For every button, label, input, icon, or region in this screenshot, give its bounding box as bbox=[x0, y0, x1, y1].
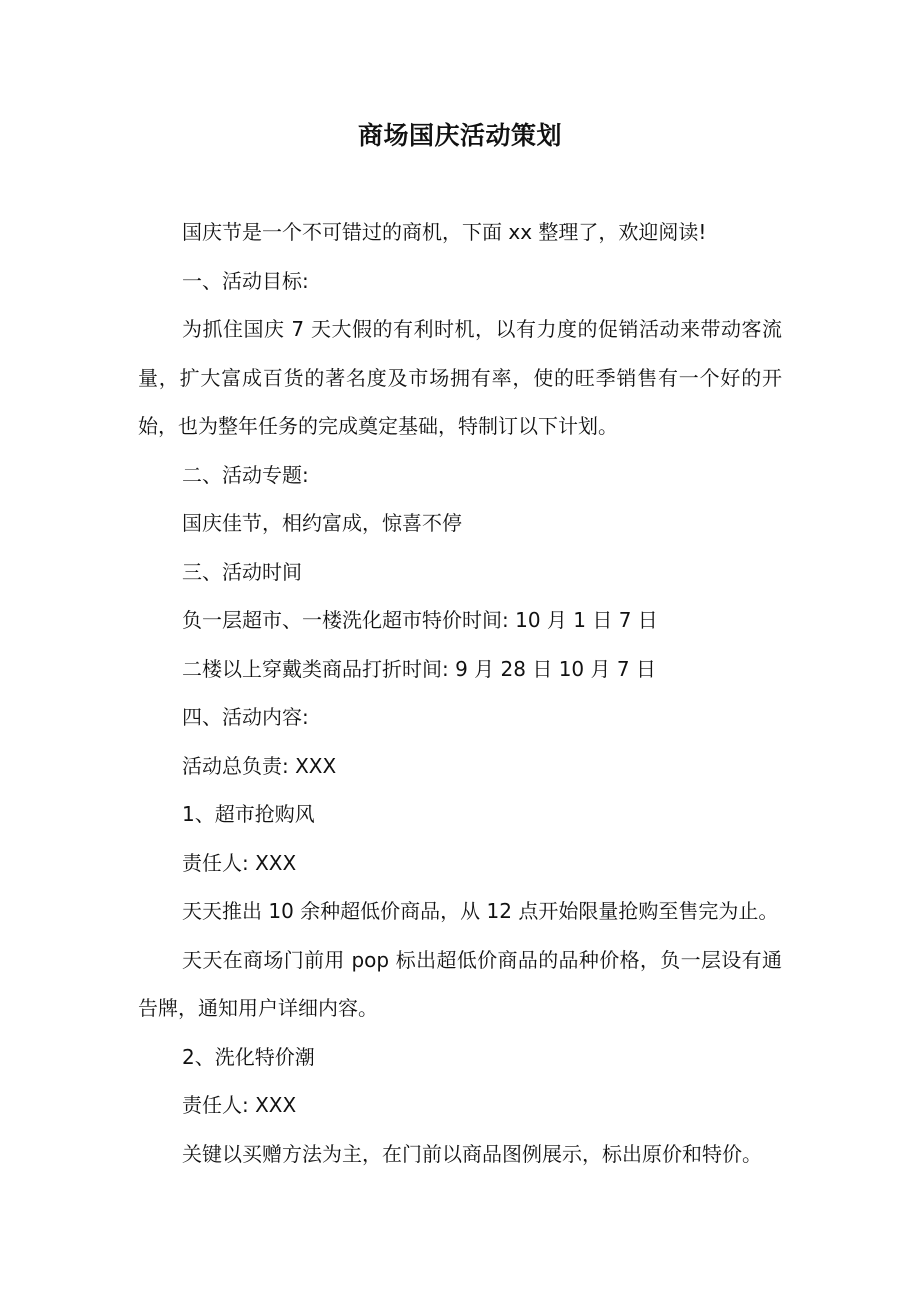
paragraph-daily-deals: 天天推出 10 余种超低价商品，从 12 点开始限量抢购至售完为止。 bbox=[182, 899, 779, 923]
paragraph-pop-notice: 天天在商场门前用 pop 标出超低价商品的品种价格，负一层设有通告牌，通知用户详细内容。 bbox=[138, 947, 782, 1020]
heading-activity-theme: 二、活动专题: bbox=[182, 462, 309, 487]
paragraph-gift-method: 关键以买赠方法为主，在门前以商品图例展示，标出原价和特价。 bbox=[182, 1141, 762, 1166]
document-body bbox=[138, 208, 782, 1178]
paragraph-overall-lead: 活动总负责: XXX bbox=[182, 753, 337, 778]
heading-toiletries-sale: 2、洗化特价潮 bbox=[182, 1044, 315, 1069]
paragraph-activity-theme: 国庆佳节，相约富成，惊喜不停 bbox=[182, 511, 462, 535]
paragraph-supermarket-owner: 责任人: XXX bbox=[182, 850, 297, 875]
heading-activity-goal: 一、活动目标: bbox=[182, 268, 309, 293]
heading-supermarket-rush: 1、超市抢购风 bbox=[182, 802, 315, 826]
paragraph-time-supermarket: 负一层超市、一楼洗化超市特价时间: 10 月 1 日 7 日 bbox=[182, 608, 658, 632]
paragraph-intro: 国庆节是一个不可错过的商机，下面 xx 整理了，欢迎阅读! bbox=[182, 220, 707, 244]
paragraph-time-apparel: 二楼以上穿戴类商品打折时间: 9 月 28 日 10 月 7 日 bbox=[182, 656, 656, 681]
paragraph-activity-goal: 为抓住国庆 7 天大假的有利时机，以有力度的促销活动来带动客流量，扩大富成百货的著名度及市场拥有率，使的旺季销售有一个好的开始，也为整年任务的完成奠定基础，特制订以下计划。 bbox=[138, 317, 782, 438]
paragraph-toiletries-owner: 责任人: XXX bbox=[182, 1093, 297, 1117]
heading-activity-time: 三、活动时间 bbox=[182, 559, 302, 584]
heading-activity-content: 四、活动内容: bbox=[182, 705, 309, 729]
document-title: 商场国庆活动策划 bbox=[357, 121, 562, 150]
